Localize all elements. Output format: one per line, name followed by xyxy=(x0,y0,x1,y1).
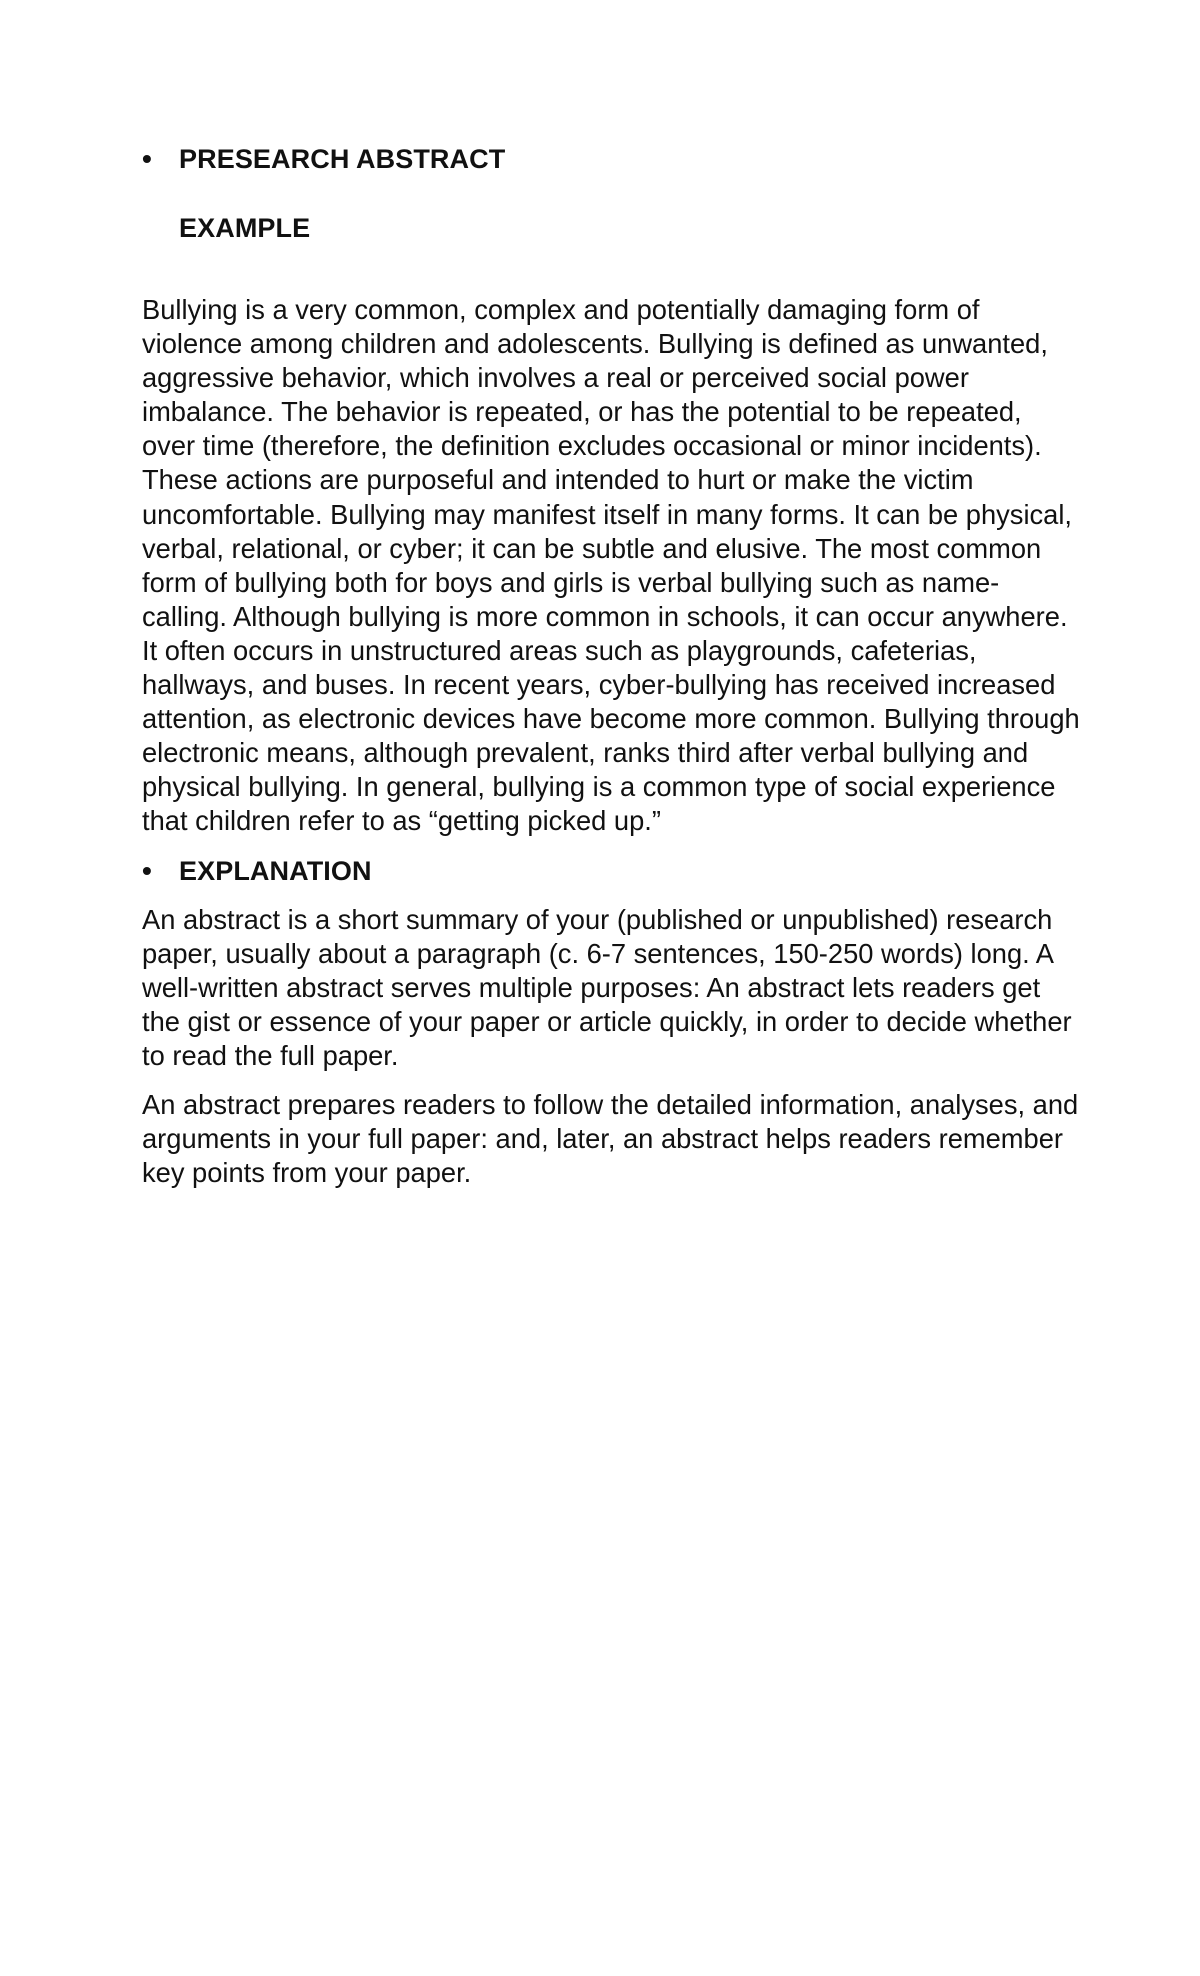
explanation-paragraph: An abstract is a short summary of your (published or unpublished) research paper, usually about a paragraph (c. 6-7 sentences, 150-250 words) long. A well-written abstract serves multiple purposes: An abstract lets readers get the gist or essence of your paper or article quickly, in order to decide whether to read the full paper. xyxy=(142,903,1072,1071)
research-abstract-heading-row xyxy=(142,142,1082,176)
bullet-point: • xyxy=(142,854,152,886)
research-abstract-heading: PRESEARCH ABSTRACT xyxy=(179,144,506,174)
example-paragraph: Bullying is a very common, complex and potentially damaging form of violence among children and adolescents. Bullying is defined as unwanted, aggressive behavior, which involves a real or perceived social power imbalance. The behavior is repeated, or has the potential to be repeated, over time (therefore, the definition excludes occasional or minor incidents). These actions are purposeful and intended to hurt or make the victim uncomfortable. Bullying may manifest itself in many forms. It can be physical, verbal, relational, or cyber; it can be subtle and elusive. The most common form of bullying both for boys and girls is verbal bullying such as name-calling. Although bullying is more common in schools, it can occur anywhere. It often occurs in unstructured areas such as playgrounds, cafeterias, hallways, and buses. In recent years, cyber-bullying has received increased attention, as electronic devices have become more common. Bullying through electronic means, although prevalent, ranks third after verbal bullying and physical bullying. In general, bullying is a common type of social experience that children refer to as “getting picked up.” xyxy=(142,294,1080,837)
example-subheading: EXAMPLE xyxy=(179,213,311,243)
explanation-heading-row xyxy=(142,854,1082,888)
document-content xyxy=(142,142,1082,1190)
bullet-point: • xyxy=(142,143,152,174)
explanation-paragraph: An abstract prepares readers to follow the detailed information, analyses, and arguments in your full paper: and, later, an abstract helps readers remember key points from your paper. xyxy=(142,1088,1079,1189)
explanation-heading: EXPLANATION xyxy=(179,855,372,886)
